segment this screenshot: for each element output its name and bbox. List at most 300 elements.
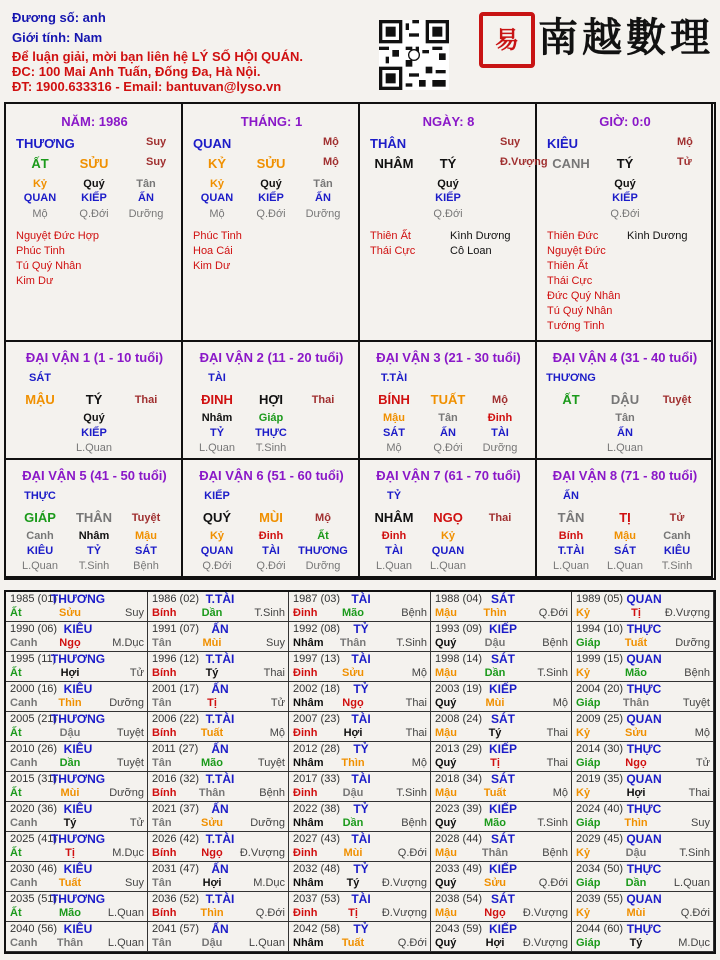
- year-cell: [289, 712, 431, 742]
- year-thap-than: KIẾP: [488, 622, 518, 636]
- year-cell: [148, 832, 289, 862]
- year-thap-than: T.TÀI: [205, 892, 235, 906]
- year-truong-sinh: Q.Đới: [397, 937, 427, 949]
- dai-van-hidden-thap-than: SÁT: [135, 545, 157, 557]
- dai-van-cell: [183, 460, 360, 578]
- year-can: Đinh: [293, 907, 318, 919]
- year-truong-sinh: Mộ: [411, 667, 427, 679]
- year-age: 2003 (19): [435, 683, 483, 695]
- dai-van-hidden-truong-sinh: L.Quan: [21, 560, 59, 572]
- year-truong-sinh: Bệnh: [401, 817, 427, 829]
- year-thap-than: THỰC: [626, 682, 662, 696]
- year-age: 1989 (05): [576, 593, 624, 605]
- dai-van-can: NHÂM: [374, 510, 414, 525]
- seal-text: 易: [495, 25, 519, 54]
- year-chi: Tuất: [483, 787, 507, 799]
- year-cell: [289, 772, 431, 802]
- year-cell: [289, 862, 431, 892]
- dai-van-can: QUÝ: [202, 510, 232, 525]
- star-left: Thiên Ất: [370, 230, 411, 242]
- year-cell: [431, 592, 572, 622]
- year-chi: Mão: [59, 907, 81, 919]
- hidden-truong-sinh: Dưỡng: [128, 208, 164, 220]
- year-cell: [6, 622, 148, 652]
- year-cell: [6, 772, 148, 802]
- year-chi: Thìn: [483, 607, 507, 619]
- year-can: Giáp: [576, 937, 601, 949]
- year-can: Quý: [435, 937, 457, 949]
- year-can: Ất: [10, 907, 22, 919]
- year-cell: [6, 652, 148, 682]
- year-age: 2017 (33): [293, 773, 341, 785]
- dai-van-can: GIÁP: [24, 510, 56, 525]
- year-cell: [6, 682, 148, 712]
- year-truong-sinh: Dưỡng: [675, 637, 710, 649]
- year-cell: [572, 832, 714, 862]
- dai-van-cell: [360, 342, 537, 460]
- year-cell: [572, 592, 714, 622]
- pillar-header: THÁNG: 1: [240, 114, 303, 129]
- year-age: 2040 (56): [10, 923, 58, 935]
- year-truong-sinh: Tuyệt: [116, 757, 144, 769]
- year-age: 1993 (09): [435, 623, 483, 635]
- year-age: 2013 (29): [435, 743, 483, 755]
- year-truong-sinh: Đ.Vượng: [381, 907, 427, 919]
- star-left: Tú Quý Nhân: [547, 305, 613, 317]
- year-cell: [148, 622, 289, 652]
- year-chi: Ngọ: [342, 697, 364, 709]
- year-cell: [431, 682, 572, 712]
- dai-van-hidden-thap-than: TÀI: [262, 545, 280, 557]
- year-age: 2009 (25): [576, 713, 624, 725]
- year-chi: Thân: [56, 937, 84, 949]
- dai-van-hidden-thap-than: QUAN: [200, 545, 234, 557]
- year-thap-than: THƯƠNG: [50, 892, 106, 906]
- year-chi: Mão: [342, 607, 364, 619]
- pillar-truong-sinh: Mộ: [323, 136, 339, 148]
- year-chi: Tị: [65, 847, 75, 859]
- year-truong-sinh: Tuyệt: [257, 757, 285, 769]
- dai-van-header: ĐẠI VẬN 5 (41 - 50 tuổi): [22, 468, 167, 483]
- dai-van-cell: [537, 460, 713, 578]
- year-thap-than: TÀI: [351, 772, 371, 786]
- year-cell: [431, 862, 572, 892]
- dai-van-header: ĐẠI VẬN 3 (21 - 30 tuổi): [376, 350, 521, 365]
- dai-van-hidden-can: Quý: [83, 412, 105, 424]
- year-thap-than: THƯƠNG: [50, 832, 106, 846]
- year-truong-sinh: Đ.Vượng: [664, 607, 710, 619]
- year-chi: Thìn: [341, 757, 365, 769]
- year-cell: [6, 802, 148, 832]
- year-chi: Thìn: [58, 697, 82, 709]
- year-cell: [572, 712, 714, 742]
- year-thap-than: THƯƠNG: [50, 652, 106, 666]
- year-can: Giáp: [576, 817, 601, 829]
- year-can: Tân: [152, 817, 172, 829]
- dai-van-truong-sinh: Thai: [488, 512, 512, 524]
- year-cell: [148, 802, 289, 832]
- year-cell: [572, 652, 714, 682]
- year-thap-than: TỶ: [353, 682, 369, 696]
- year-truong-sinh: M.Dục: [112, 847, 144, 859]
- dai-van-cell: [537, 342, 713, 460]
- year-truong-sinh: Thai: [405, 697, 427, 709]
- dai-van-thap-than: SÁT: [29, 372, 51, 384]
- pillar-header: NGÀY: 8: [422, 114, 475, 129]
- year-thap-than: THƯƠNG: [50, 712, 106, 726]
- year-age: 2032 (48): [293, 863, 341, 875]
- hidden-truong-sinh: Q.Đới: [79, 208, 109, 220]
- year-chi: Sửu: [341, 667, 365, 679]
- year-truong-sinh: Thai: [263, 667, 285, 679]
- year-cell: [289, 652, 431, 682]
- dai-van-hidden-thap-than: KIÊU: [26, 545, 54, 557]
- dai-van-hidden-can: Canh: [663, 530, 691, 542]
- dai-van-hidden-truong-sinh: Dưỡng: [305, 560, 341, 572]
- year-age: 2012 (28): [293, 743, 341, 755]
- year-thap-than: ẤN: [211, 682, 229, 696]
- year-cell: [148, 652, 289, 682]
- dai-van-thap-than: THỰC: [24, 490, 56, 502]
- dai-van-hidden-truong-sinh: T.Sinh: [255, 442, 287, 454]
- year-thap-than: SÁT: [491, 712, 515, 726]
- dai-van-hidden-can: Mậu: [383, 412, 405, 424]
- year-thap-than: SÁT: [491, 892, 515, 906]
- year-can: Mậu: [435, 727, 457, 739]
- hidden-truong-sinh: Q.Đới: [256, 208, 286, 220]
- dai-van-hidden-can: Canh: [26, 530, 54, 542]
- year-age: 1987 (03): [293, 593, 341, 605]
- year-truong-sinh: Mộ: [269, 727, 285, 739]
- dai-van-hidden-thap-than: KIÊU: [663, 545, 691, 557]
- year-cell: [572, 772, 714, 802]
- year-chi: Tị: [490, 757, 500, 769]
- pillar-chi: TÝ: [616, 156, 634, 171]
- hidden-can: Tân: [313, 178, 333, 190]
- year-cell: [431, 892, 572, 922]
- year-age: 2035 (51): [10, 893, 58, 905]
- star-left: Thiên Đức: [547, 230, 599, 242]
- year-thap-than: KIẾP: [488, 922, 518, 936]
- year-can: Kỷ: [576, 787, 591, 799]
- year-thap-than: THỰC: [626, 862, 662, 876]
- year-cell: [431, 772, 572, 802]
- year-truong-sinh: Q.Đới: [397, 847, 427, 859]
- year-can: Canh: [10, 877, 38, 889]
- year-age: 1994 (10): [576, 623, 624, 635]
- year-cell: [148, 712, 289, 742]
- year-chi: Dần: [342, 817, 364, 829]
- pillar-thap-than: QUAN: [193, 136, 232, 151]
- year-chi: Tuất: [58, 877, 82, 889]
- hidden-can: Kỷ: [209, 178, 225, 190]
- year-truong-sinh: Tuyệt: [682, 697, 710, 709]
- dai-van-hidden-thap-than: TỶ: [209, 427, 225, 439]
- year-chi: Thìn: [200, 907, 224, 919]
- year-can: Kỷ: [576, 907, 591, 919]
- phone-email[interactable]: ĐT: 1900.633316 - Email: bantuvan@lyso.vn: [12, 79, 282, 94]
- year-chi: Mùi: [485, 697, 505, 709]
- hidden-thap-than: KIẾP: [612, 192, 638, 204]
- year-chi: Hợi: [202, 877, 222, 889]
- dai-van-header: ĐẠI VẬN 8 (71 - 80 tuổi): [552, 468, 698, 483]
- year-age: 2033 (49): [435, 863, 483, 875]
- year-chi: Sửu: [58, 607, 82, 619]
- hidden-can: Tân: [136, 178, 156, 190]
- hidden-thap-than: QUAN: [23, 192, 57, 204]
- year-truong-sinh: L.Quan: [107, 937, 144, 949]
- dai-van-truong-sinh: Tuyệt: [131, 512, 161, 524]
- year-truong-sinh: Bệnh: [684, 667, 710, 679]
- year-thap-than: KIÊU: [63, 742, 93, 756]
- dai-van-chi: HỢI: [258, 392, 284, 407]
- hidden-can: Quý: [437, 178, 459, 190]
- pillar-truong-sinh: Mộ: [677, 136, 693, 148]
- year-cell: [148, 862, 289, 892]
- year-cell: [148, 592, 289, 622]
- year-cell: [148, 742, 289, 772]
- pillar-chi-truong-sinh: Mộ: [323, 156, 339, 168]
- dai-van-hidden-truong-sinh: L.Quan: [429, 560, 467, 572]
- pillar-header: GIỜ: 0:0: [599, 114, 651, 129]
- dai-van-truong-sinh: Tuyệt: [662, 394, 692, 406]
- year-cell: [572, 682, 714, 712]
- year-thap-than: TÀI: [351, 892, 371, 906]
- dai-van-hidden-truong-sinh: L.Quan: [606, 442, 644, 454]
- year-cell: [289, 742, 431, 772]
- dai-van-hidden-can: Giáp: [258, 412, 284, 424]
- year-age: 2026 (42): [152, 833, 200, 845]
- year-thap-than: KIÊU: [63, 682, 93, 696]
- year-age: 2021 (37): [152, 803, 200, 815]
- dai-van-hidden-can: Bính: [558, 530, 584, 542]
- year-truong-sinh: Thai: [546, 727, 568, 739]
- yearly-table: [4, 590, 716, 954]
- year-chi: Dậu: [59, 727, 81, 739]
- dai-van-hidden-truong-sinh: Bệnh: [133, 560, 159, 572]
- year-thap-than: SÁT: [491, 592, 515, 606]
- year-can: Kỷ: [576, 667, 591, 679]
- year-truong-sinh: T.Sinh: [396, 787, 427, 799]
- year-can: Tân: [152, 937, 172, 949]
- year-age: 2002 (18): [293, 683, 341, 695]
- year-truong-sinh: Đ.Vượng: [381, 877, 427, 889]
- pillar-header: NĂM: 1986: [61, 114, 128, 129]
- year-thap-than: T.TÀI: [205, 832, 235, 846]
- year-cell: [572, 892, 714, 922]
- year-truong-sinh: Q.Đới: [255, 907, 285, 919]
- pillar-thap-than: KIÊU: [547, 136, 579, 151]
- hidden-truong-sinh: Mộ: [209, 208, 225, 220]
- star-right: Kình Dương: [450, 230, 511, 242]
- year-age: 2018 (34): [435, 773, 483, 785]
- year-age: 2000 (16): [10, 683, 58, 695]
- pillar-truong-sinh: Suy: [500, 136, 521, 148]
- year-chi: Dậu: [484, 637, 506, 649]
- year-cell: [289, 592, 431, 622]
- year-age: 2025 (41): [10, 833, 58, 845]
- year-cell: [431, 622, 572, 652]
- year-age: 2044 (60): [576, 923, 624, 935]
- year-thap-than: TỶ: [353, 922, 369, 936]
- dai-van-hidden-thap-than: THỰC: [255, 427, 287, 439]
- qr-code-icon[interactable]: [379, 20, 449, 90]
- year-can: Giáp: [576, 697, 601, 709]
- year-age: 1995 (11): [10, 653, 57, 665]
- dai-van-hidden-can: Tân: [438, 412, 458, 424]
- year-chi: Tị: [631, 607, 641, 619]
- hidden-truong-sinh: Mộ: [32, 208, 48, 220]
- year-cell: [289, 802, 431, 832]
- year-thap-than: TỶ: [353, 862, 369, 876]
- year-thap-than: TÀI: [351, 592, 371, 606]
- year-can: Canh: [10, 817, 38, 829]
- year-truong-sinh: Q.Đới: [680, 907, 710, 919]
- year-can: Ất: [10, 847, 22, 859]
- year-can: Mậu: [435, 787, 457, 799]
- year-can: Bính: [152, 847, 177, 859]
- year-chi: Mùi: [60, 787, 80, 799]
- year-chi: Hợi: [626, 787, 646, 799]
- year-can: Đinh: [293, 787, 318, 799]
- dai-van-hidden-can: Kỷ: [440, 530, 456, 542]
- year-thap-than: ẤN: [211, 742, 229, 756]
- year-thap-than: TÀI: [351, 712, 371, 726]
- year-truong-sinh: Thai: [546, 757, 568, 769]
- year-age: 2036 (52): [152, 893, 200, 905]
- year-chi: Sửu: [624, 727, 648, 739]
- year-age: 2039 (55): [576, 893, 624, 905]
- year-age: 2015 (31): [10, 773, 58, 785]
- dai-van-header: ĐẠI VẬN 2 (11 - 20 tuổi): [199, 350, 344, 365]
- year-truong-sinh: Đ.Vượng: [522, 907, 568, 919]
- year-can: Tân: [152, 637, 172, 649]
- dai-van-cell: [6, 342, 183, 460]
- year-chi: Mão: [484, 817, 506, 829]
- year-chi: Tị: [348, 907, 358, 919]
- year-cell: [431, 922, 572, 952]
- year-age: 2022 (38): [293, 803, 341, 815]
- dai-van-hidden-truong-sinh: Q.Đới: [256, 560, 286, 572]
- year-chi: Dần: [484, 667, 506, 679]
- year-truong-sinh: Bệnh: [542, 847, 568, 859]
- star-left: Hoa Cái: [193, 245, 233, 257]
- year-chi: Tý: [63, 817, 77, 829]
- dai-van-hidden-truong-sinh: L.Quan: [606, 560, 644, 572]
- year-truong-sinh: Bệnh: [259, 787, 285, 799]
- pillar-chi-truong-sinh: Đ.Vượng: [500, 156, 548, 168]
- year-truong-sinh: Tuyệt: [116, 727, 144, 739]
- year-cell: [431, 712, 572, 742]
- year-thap-than: TÀI: [351, 832, 371, 846]
- year-truong-sinh: Q.Đới: [538, 877, 568, 889]
- year-chi: Mão: [625, 667, 647, 679]
- year-thap-than: KIÊU: [63, 622, 93, 636]
- year-can: Mậu: [435, 607, 457, 619]
- dai-van-can: ĐINH: [201, 392, 233, 407]
- hidden-can: Quý: [260, 178, 282, 190]
- year-cell: [148, 682, 289, 712]
- year-age: 1996 (12): [152, 653, 200, 665]
- dai-van-hidden-thap-than: QUAN: [431, 545, 465, 557]
- hidden-truong-sinh: Q.Đới: [433, 208, 463, 220]
- year-chi: Dậu: [201, 937, 223, 949]
- year-truong-sinh: Thai: [688, 787, 710, 799]
- year-truong-sinh: Mộ: [552, 697, 568, 709]
- year-thap-than: THỰC: [626, 742, 662, 756]
- year-chi: Thân: [622, 697, 650, 709]
- year-chi: Tuất: [624, 637, 648, 649]
- year-truong-sinh: Q.Đới: [538, 607, 568, 619]
- year-chi: Thân: [198, 787, 226, 799]
- year-age: 2037 (53): [293, 893, 341, 905]
- year-cell: [289, 922, 431, 952]
- year-truong-sinh: Tử: [270, 697, 285, 709]
- year-thap-than: THỰC: [626, 922, 662, 936]
- seal-logo: [479, 12, 535, 68]
- pillar-chi-truong-sinh: Suy: [146, 156, 167, 168]
- pillar-can: CANH: [552, 156, 590, 171]
- year-cell: [572, 622, 714, 652]
- year-age: 1988 (04): [435, 593, 483, 605]
- year-truong-sinh: Dưỡng: [250, 817, 285, 829]
- star-left: Phúc Tinh: [16, 245, 65, 257]
- year-can: Tân: [152, 877, 172, 889]
- year-can: Canh: [10, 757, 38, 769]
- year-truong-sinh: T.Sinh: [537, 817, 568, 829]
- year-cell: [289, 832, 431, 862]
- year-truong-sinh: L.Quan: [248, 937, 285, 949]
- dai-van-truong-sinh: Mộ: [492, 394, 508, 406]
- year-thap-than: KIẾP: [488, 682, 518, 696]
- year-thap-than: QUAN: [626, 832, 662, 846]
- pillar-cell: [183, 104, 360, 342]
- year-thap-than: SÁT: [491, 652, 515, 666]
- dai-van-can: BÍNH: [378, 392, 410, 407]
- year-cell: [6, 742, 148, 772]
- year-thap-than: QUAN: [626, 712, 662, 726]
- year-chi: Tý: [629, 937, 643, 949]
- year-thap-than: T.TÀI: [205, 592, 235, 606]
- year-can: Ất: [10, 667, 22, 679]
- year-cell: [6, 922, 148, 952]
- star-right: Cô Loan: [450, 245, 492, 257]
- dai-van-hidden-truong-sinh: L.Quan: [552, 560, 590, 572]
- star-left: Nguyệt Đức: [547, 245, 606, 257]
- dai-van-hidden-truong-sinh: Mộ: [386, 442, 402, 454]
- year-cell: [6, 832, 148, 862]
- year-cell: [6, 592, 148, 622]
- year-chi: Dậu: [342, 787, 364, 799]
- year-age: 2042 (58): [293, 923, 341, 935]
- dai-van-cell: [360, 460, 537, 578]
- year-can: Canh: [10, 637, 38, 649]
- hidden-thap-than: QUAN: [200, 192, 234, 204]
- year-chi: Hợi: [60, 667, 80, 679]
- dai-van-can: TÂN: [557, 510, 585, 525]
- dai-van-hidden-can: Nhâm: [201, 412, 233, 424]
- year-chi: Hợi: [485, 937, 505, 949]
- year-can: Quý: [435, 817, 457, 829]
- year-chi: Dậu: [625, 847, 647, 859]
- year-age: 2016 (32): [152, 773, 200, 785]
- dai-van-header: ĐẠI VẬN 6 (51 - 60 tuổi): [199, 468, 344, 483]
- duong-so: Đương số: anh: [12, 10, 106, 25]
- pillar-truong-sinh: Suy: [146, 136, 167, 148]
- year-thap-than: TỶ: [353, 802, 369, 816]
- year-truong-sinh: Tử: [129, 667, 144, 679]
- year-truong-sinh: Đ.Vượng: [239, 847, 285, 859]
